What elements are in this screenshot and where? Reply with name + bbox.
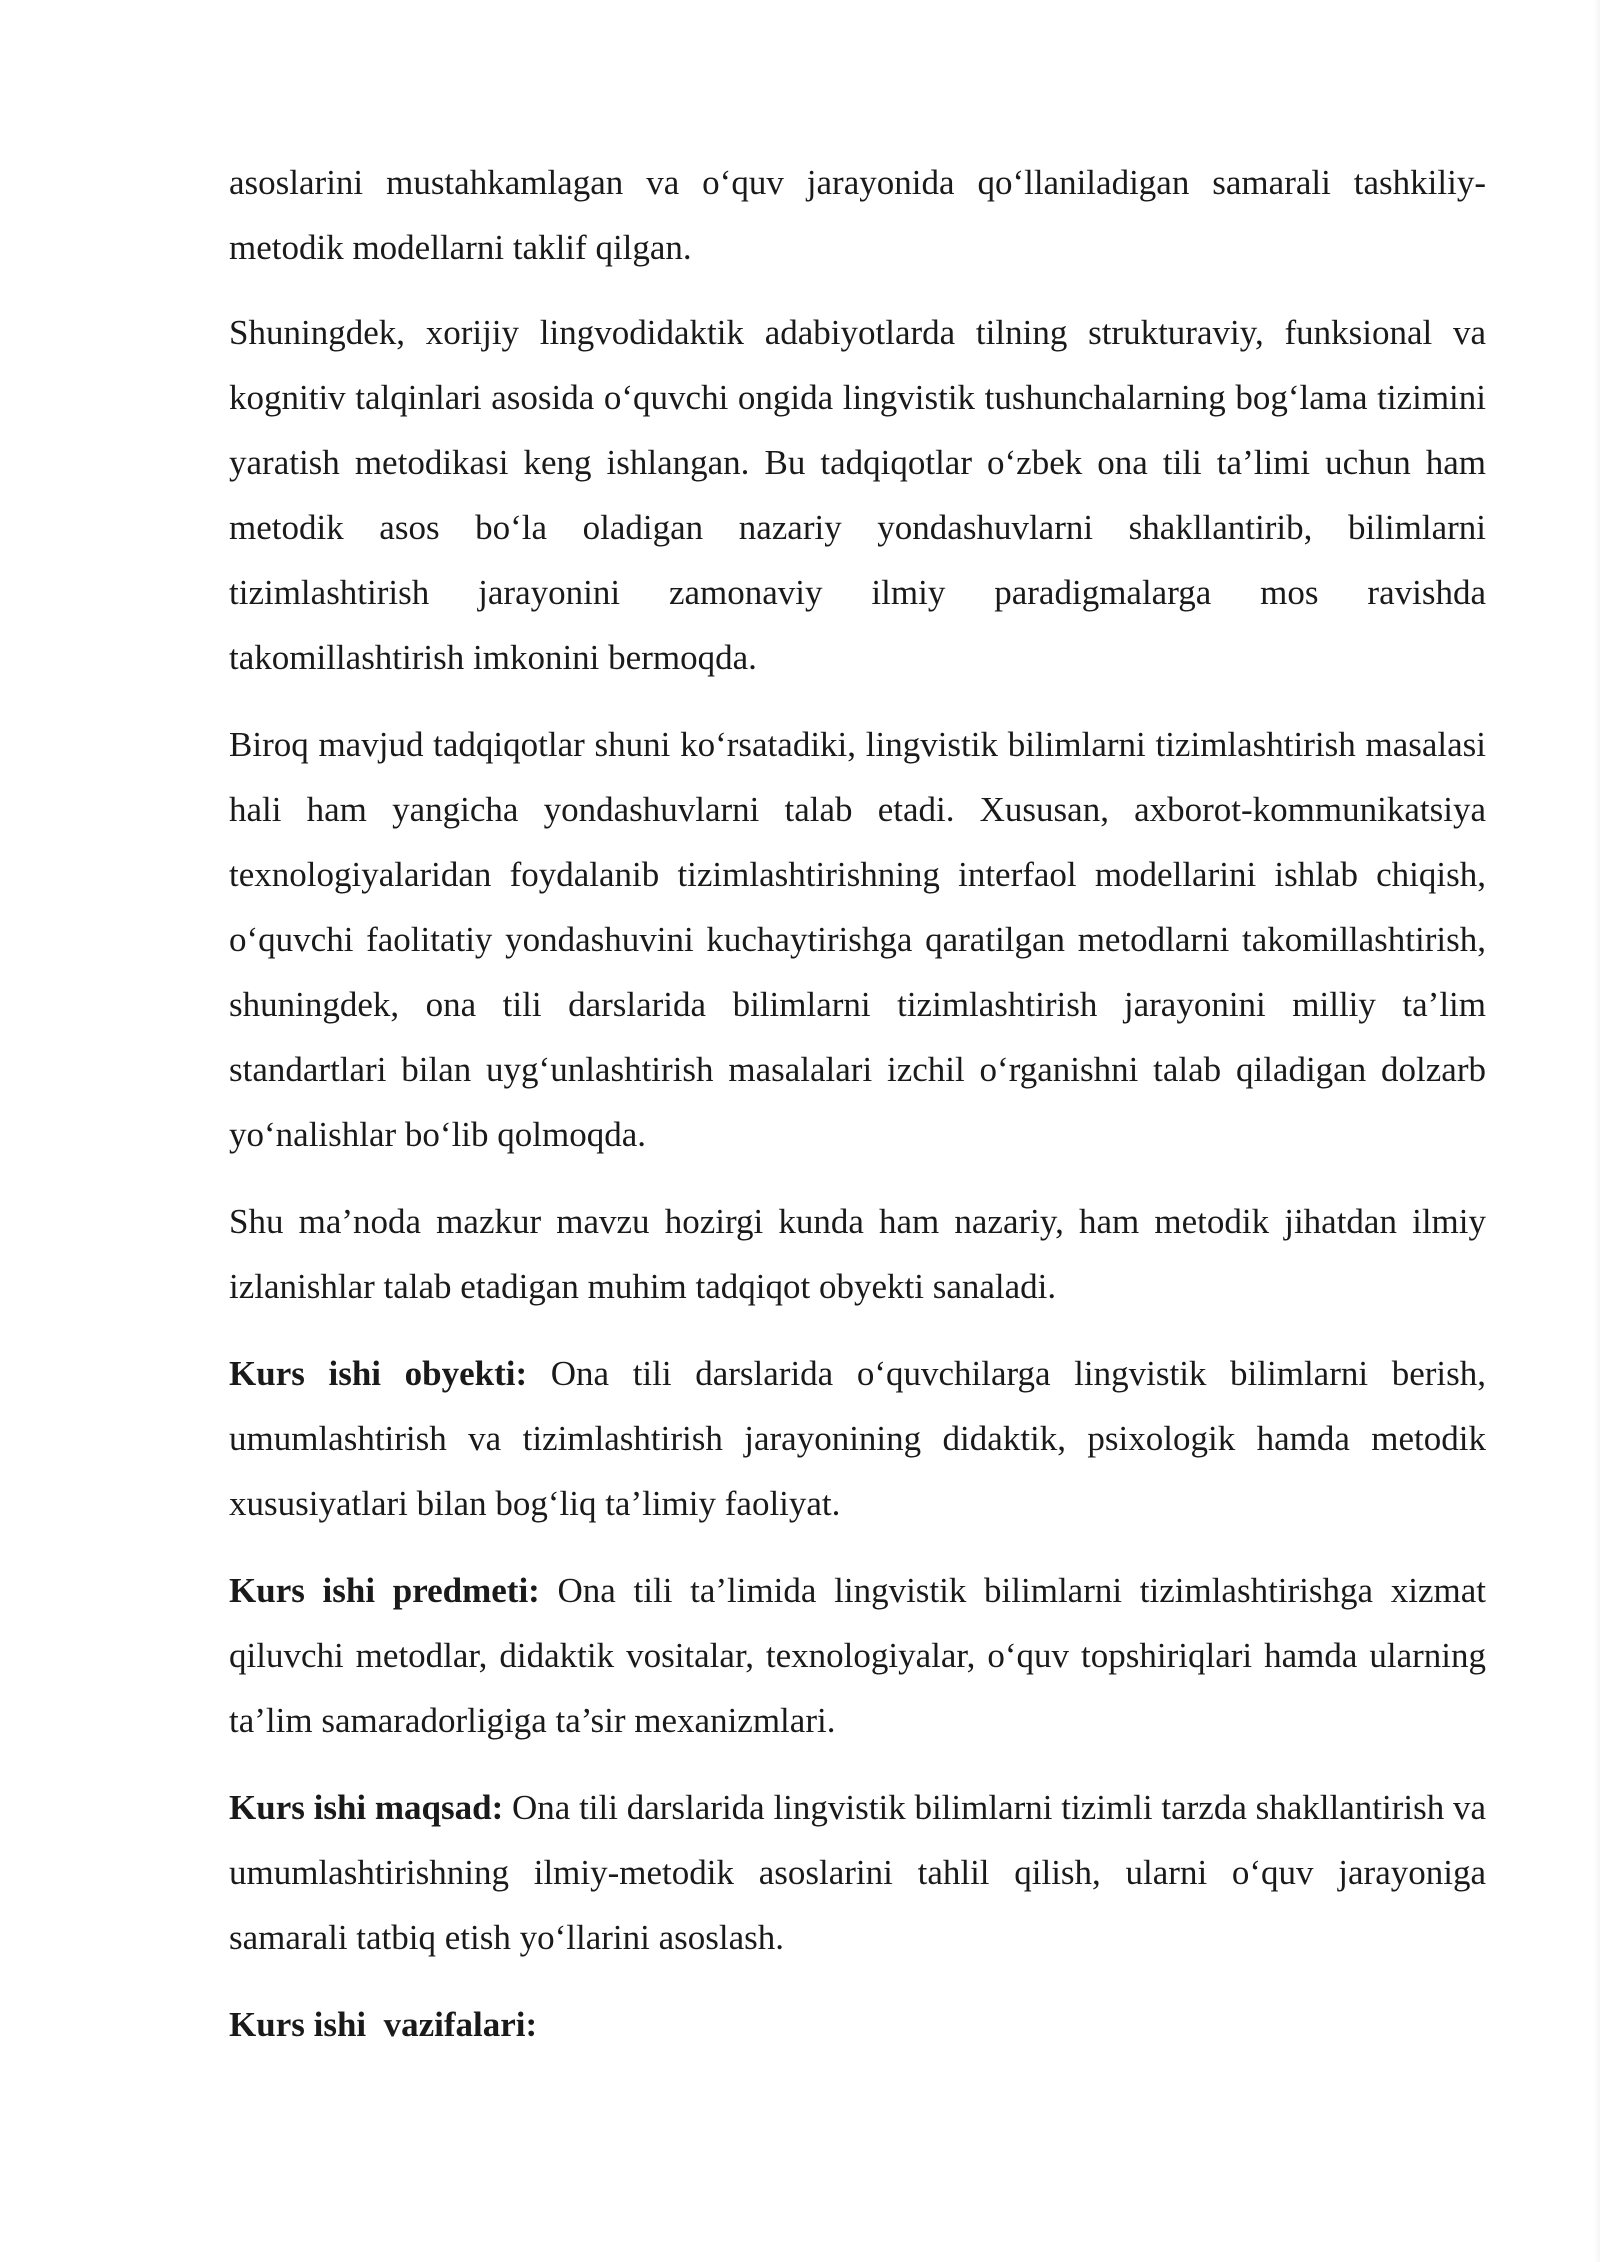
- course-object-label: Kurs ishi obyekti:: [229, 1354, 528, 1393]
- course-goal-label: Kurs ishi maqsad:: [229, 1788, 504, 1827]
- document-body: [229, 150, 1486, 2057]
- course-tasks-heading: Kurs ishi vazifalari:: [229, 2005, 538, 2044]
- course-subject-text: Ona tili ta’limida lingvistik bilimlarni tizimlashtirishga xizmat qiluvchi metodlar, didaktik vositalar, texnologiyalar, o‘quv topshiriqlari hamda ularning ta’lim samaradorligiga ta’sir mexanizmlari.: [229, 1571, 1486, 1740]
- paragraph-intro-continuation: asoslarini mustahkamlagan va o‘quv jarayonida qo‘llaniladigan samarali tashkiliy-metodik modellarni taklif qilgan.: [229, 163, 1486, 267]
- course-subject-label: Kurs ishi predmeti:: [229, 1571, 540, 1610]
- course-object-text: Ona tili darslarida o‘quvchilarga lingvistik bilimlarni berish, umumlashtirish va tizimlashtirish jarayonining didaktik, psixologik hamda metodik xususiyatlari bilan bog‘liq ta’limiy faoliyat.: [229, 1354, 1486, 1523]
- paragraph-topic-relevance: Shu ma’noda mazkur mavzu hozirgi kunda ham nazariy, ham metodik jihatdan ilmiy izlanishlar talab etadigan muhim tadqiqot obyekti sanaladi.: [229, 1202, 1486, 1306]
- page-edge-shadow: [1594, 0, 1600, 2262]
- paragraph-course-object: [229, 1341, 1486, 1536]
- paragraph-course-goal: [229, 1775, 1486, 1970]
- course-goal-text: Ona tili darslarida lingvistik bilimlarni tizimli tarzda shakllantirish va umumlashtirishning ilmiy-metodik asoslarini tahlil qilish, ularni o‘quv jarayoniga samarali tatbiq etish yo‘llarini asoslash.: [229, 1788, 1486, 1957]
- paragraph-foreign-literature: Shuningdek, xorijiy lingvodidaktik adabiyotlarda tilning strukturaviy, funksional va kognitiv talqinlari asosida o‘quvchi ongida lingvistik tushunchalarning bog‘lama tizimini yaratish metodikasi keng ishlangan. Bu tadqiqotlar o‘zbek ona tili ta’limi uchun ham metodik asos bo‘la oladigan nazariy yondashuvlarni shakllantirib, bilimlarni tizimlashtirish jarayonini zamonaviy ilmiy paradigmalarga mos ravishda takomillashtirish imkonini bermoqda.: [229, 313, 1486, 677]
- paragraph-course-subject: [229, 1558, 1486, 1753]
- paragraph-research-gaps: Biroq mavjud tadqiqotlar shuni ko‘rsatadiki, lingvistik bilimlarni tizimlashtirish masalasi hali ham yangicha yondashuvlarni talab etadi. Xususan, axborot-kommunikatsiya texnologiyalaridan foydalanib tizimlashtirishning interfaol modellarini ishlab chiqish, o‘quvchi faolitatiy yondashuvini kuchaytirishga qaratilgan metodlarni takomillashtirish, shuningdek, ona tili darslarida bilimlarni tizimlashtirish jarayonini milliy ta’lim standartlari bilan uyg‘unlashtirish masalalari izchil o‘rganishni talab qiladigan dolzarb yo‘nalishlar bo‘lib qolmoqda.: [229, 725, 1486, 1154]
